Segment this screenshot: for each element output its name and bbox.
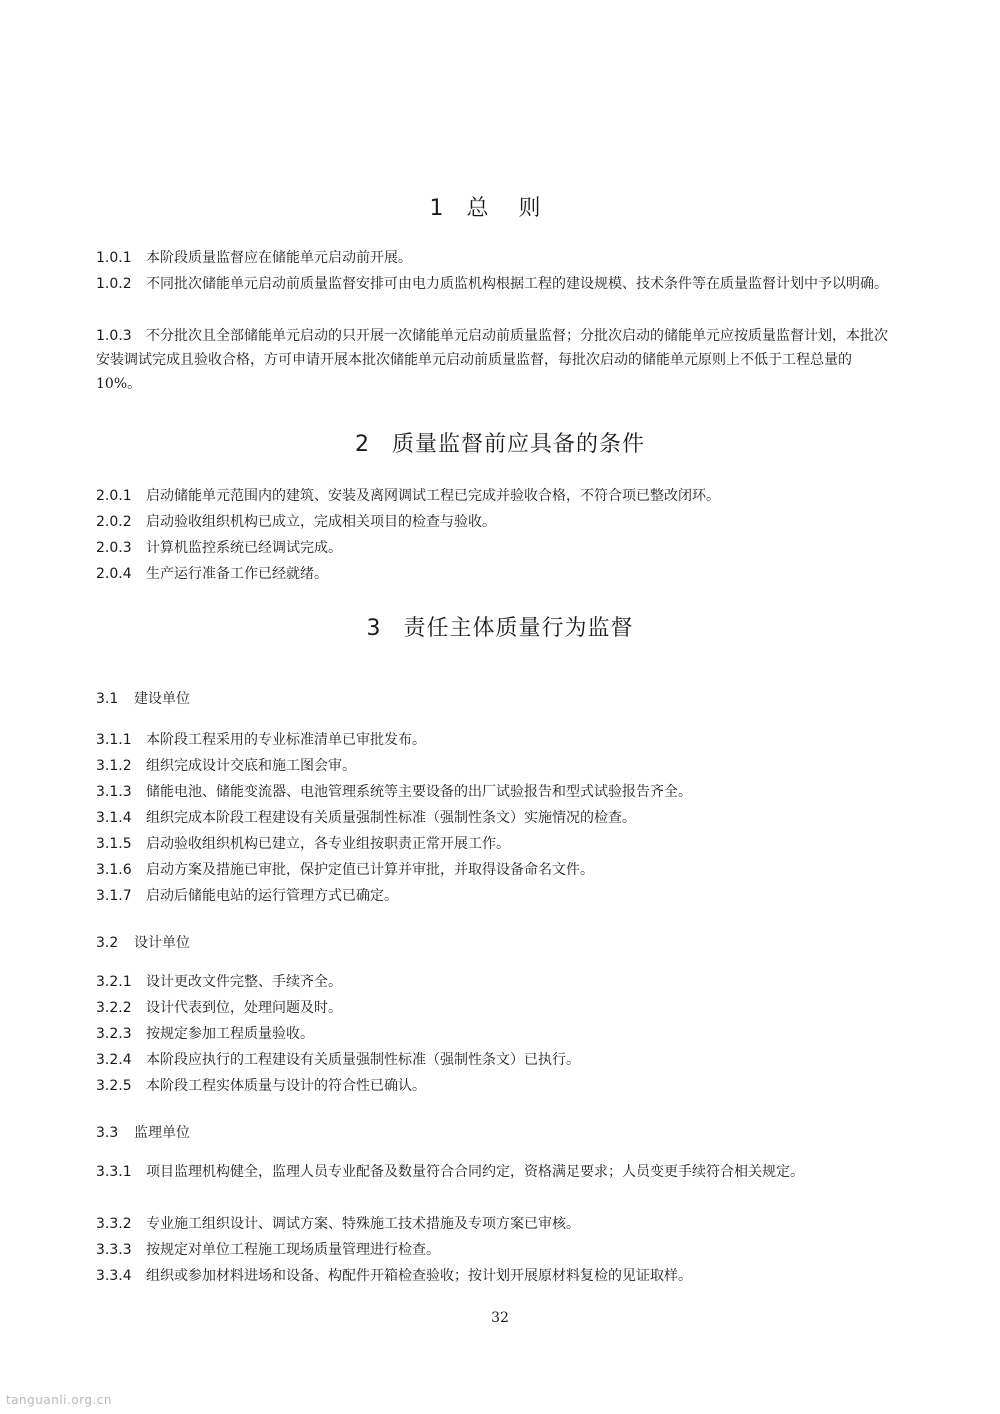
clause-number: 1.0.3: [96, 328, 132, 344]
clause-text: 设计代表到位，处理问题及时。: [146, 1000, 342, 1016]
clause-3-1-6: [96, 858, 892, 882]
clause-text: 启动验收组织机构已建立，各专业组按职责正常开展工作。: [146, 836, 510, 852]
subsection-number: 3.1: [96, 691, 119, 707]
clause-number: 3.1.6: [96, 862, 132, 878]
clause-number: 3.3.4: [96, 1268, 132, 1284]
clause-2-0-2: [96, 510, 892, 534]
clause-1-0-2: [96, 272, 892, 296]
clause-3-1-2: [96, 754, 892, 778]
clause-number: 3.2.3: [96, 1026, 132, 1042]
clause-number: 3.2.2: [96, 1000, 132, 1016]
clause-text: 组织完成本阶段工程建设有关质量强制性标准（强制性条文）实施情况的检查。: [146, 810, 636, 826]
clause-text: 储能电池、储能变流器、电池管理系统等主要设备的出厂试验报告和型式试验报告齐全。: [146, 784, 692, 800]
clause-text: 本阶段应执行的工程建设有关质量强制性标准（强制性条文）已执行。: [146, 1052, 580, 1068]
clause-number: 3.2.1: [96, 974, 132, 990]
clause-3-2-5: [96, 1074, 892, 1098]
clause-number: 3.1.4: [96, 810, 132, 826]
clause-text: 不分批次且全部储能单元启动的只开展一次储能单元启动前质量监督；分批次启动的储能单元应按质量监督计划，本批次安装调试完成且验收合格，方可申请开展本批次储能单元启动前质量监督，每批次启动的储能单元原则上不低于工程总量的10%。: [96, 328, 888, 392]
section-number: 1: [429, 196, 445, 221]
clause-number: 3.2.4: [96, 1052, 132, 1068]
clause-3-3-1: [96, 1160, 892, 1184]
clause-text: 本阶段工程采用的专业标准清单已审批发布。: [146, 732, 426, 748]
clause-text: 按规定对单位工程施工现场质量管理进行检查。: [146, 1242, 440, 1258]
clause-number: 2.0.4: [96, 566, 132, 582]
clause-3-1-5: [96, 832, 892, 856]
clause-text: 启动验收组织机构已成立，完成相关项目的检查与验收。: [146, 514, 496, 530]
clause-3-1-7: [96, 884, 892, 908]
clause-1-0-3: [96, 324, 892, 396]
section-title: 总则: [466, 196, 571, 221]
section-heading-3: [0, 614, 1000, 644]
section-heading-2: [0, 430, 1000, 460]
clause-3-1-4: [96, 806, 892, 830]
clause-text: 启动储能单元范围内的建筑、安装及离网调试工程已完成并验收合格，不符合项已整改闭环。: [146, 488, 720, 504]
clause-number: 3.1.1: [96, 732, 132, 748]
clause-3-3-2: [96, 1212, 892, 1236]
section-title: 责任主体质量行为监督: [403, 616, 634, 641]
page-number: 32: [491, 1310, 509, 1326]
section-number: 3: [366, 616, 382, 641]
clause-text: 不同批次储能单元启动前质量监督安排可由电力质监机构根据工程的建设规模、技术条件等在质量监督计划中予以明确。: [146, 276, 888, 292]
clause-number: 2.0.1: [96, 488, 132, 504]
subsection-number: 3.3: [96, 1125, 119, 1141]
subsection-title: 设计单位: [134, 935, 190, 951]
clause-2-0-3: [96, 536, 892, 560]
clause-text: 设计更改文件完整、手续齐全。: [146, 974, 342, 990]
clause-text: 本阶段工程实体质量与设计的符合性已确认。: [146, 1078, 426, 1094]
subsection-heading-3-3: [96, 1122, 190, 1144]
clause-3-2-4: [96, 1048, 892, 1072]
clause-3-3-3: [96, 1238, 892, 1262]
clause-number: 2.0.3: [96, 540, 132, 556]
clause-number: 3.1.7: [96, 888, 132, 904]
clause-1-0-1: [96, 246, 892, 270]
watermark: tanguanli.org.cn: [6, 1393, 113, 1407]
clause-text: 组织完成设计交底和施工图会审。: [146, 758, 356, 774]
clause-text: 启动方案及措施已审批，保护定值已计算并审批，并取得设备命名文件。: [146, 862, 594, 878]
clause-3-2-2: [96, 996, 892, 1020]
subsection-number: 3.2: [96, 935, 119, 951]
clause-text: 按规定参加工程质量验收。: [146, 1026, 314, 1042]
subsection-title: 建设单位: [134, 691, 190, 707]
clause-text: 专业施工组织设计、调试方案、特殊施工技术措施及专项方案已审核。: [146, 1216, 580, 1232]
clause-3-1-1: [96, 728, 892, 752]
section-heading-1: [0, 194, 1000, 224]
clause-text: 项目监理机构健全，监理人员专业配备及数量符合合同约定，资格满足要求；人员变更手续符合相关规定。: [146, 1164, 804, 1180]
clause-number: 3.1.3: [96, 784, 132, 800]
subsection-title: 监理单位: [134, 1125, 190, 1141]
clause-number: 1.0.2: [96, 276, 132, 292]
clause-3-2-3: [96, 1022, 892, 1046]
clause-3-1-3: [96, 780, 892, 804]
clause-number: 2.0.2: [96, 514, 132, 530]
clause-text: 组织或参加材料进场和设备、构配件开箱检查验收；按计划开展原材料复检的见证取样。: [146, 1268, 692, 1284]
subsection-heading-3-2: [96, 932, 190, 954]
clause-text: 生产运行准备工作已经就绪。: [146, 566, 328, 582]
clause-number: 3.2.5: [96, 1078, 132, 1094]
clause-text: 本阶段质量监督应在储能单元启动前开展。: [146, 250, 412, 266]
clause-3-3-4: [96, 1264, 892, 1288]
clause-text: 启动后储能电站的运行管理方式已确定。: [146, 888, 398, 904]
clause-2-0-1: [96, 484, 892, 508]
section-title: 质量监督前应具备的条件: [391, 432, 645, 457]
clause-3-2-1: [96, 970, 892, 994]
clause-number: 3.1.5: [96, 836, 132, 852]
clause-2-0-4: [96, 562, 892, 586]
clause-number: 3.3.1: [96, 1164, 132, 1180]
clause-number: 3.1.2: [96, 758, 132, 774]
subsection-heading-3-1: [96, 688, 190, 710]
clause-number: 3.3.3: [96, 1242, 132, 1258]
clause-number: 3.3.2: [96, 1216, 132, 1232]
clause-text: 计算机监控系统已经调试完成。: [146, 540, 342, 556]
section-number: 2: [354, 432, 370, 457]
clause-number: 1.0.1: [96, 250, 132, 266]
